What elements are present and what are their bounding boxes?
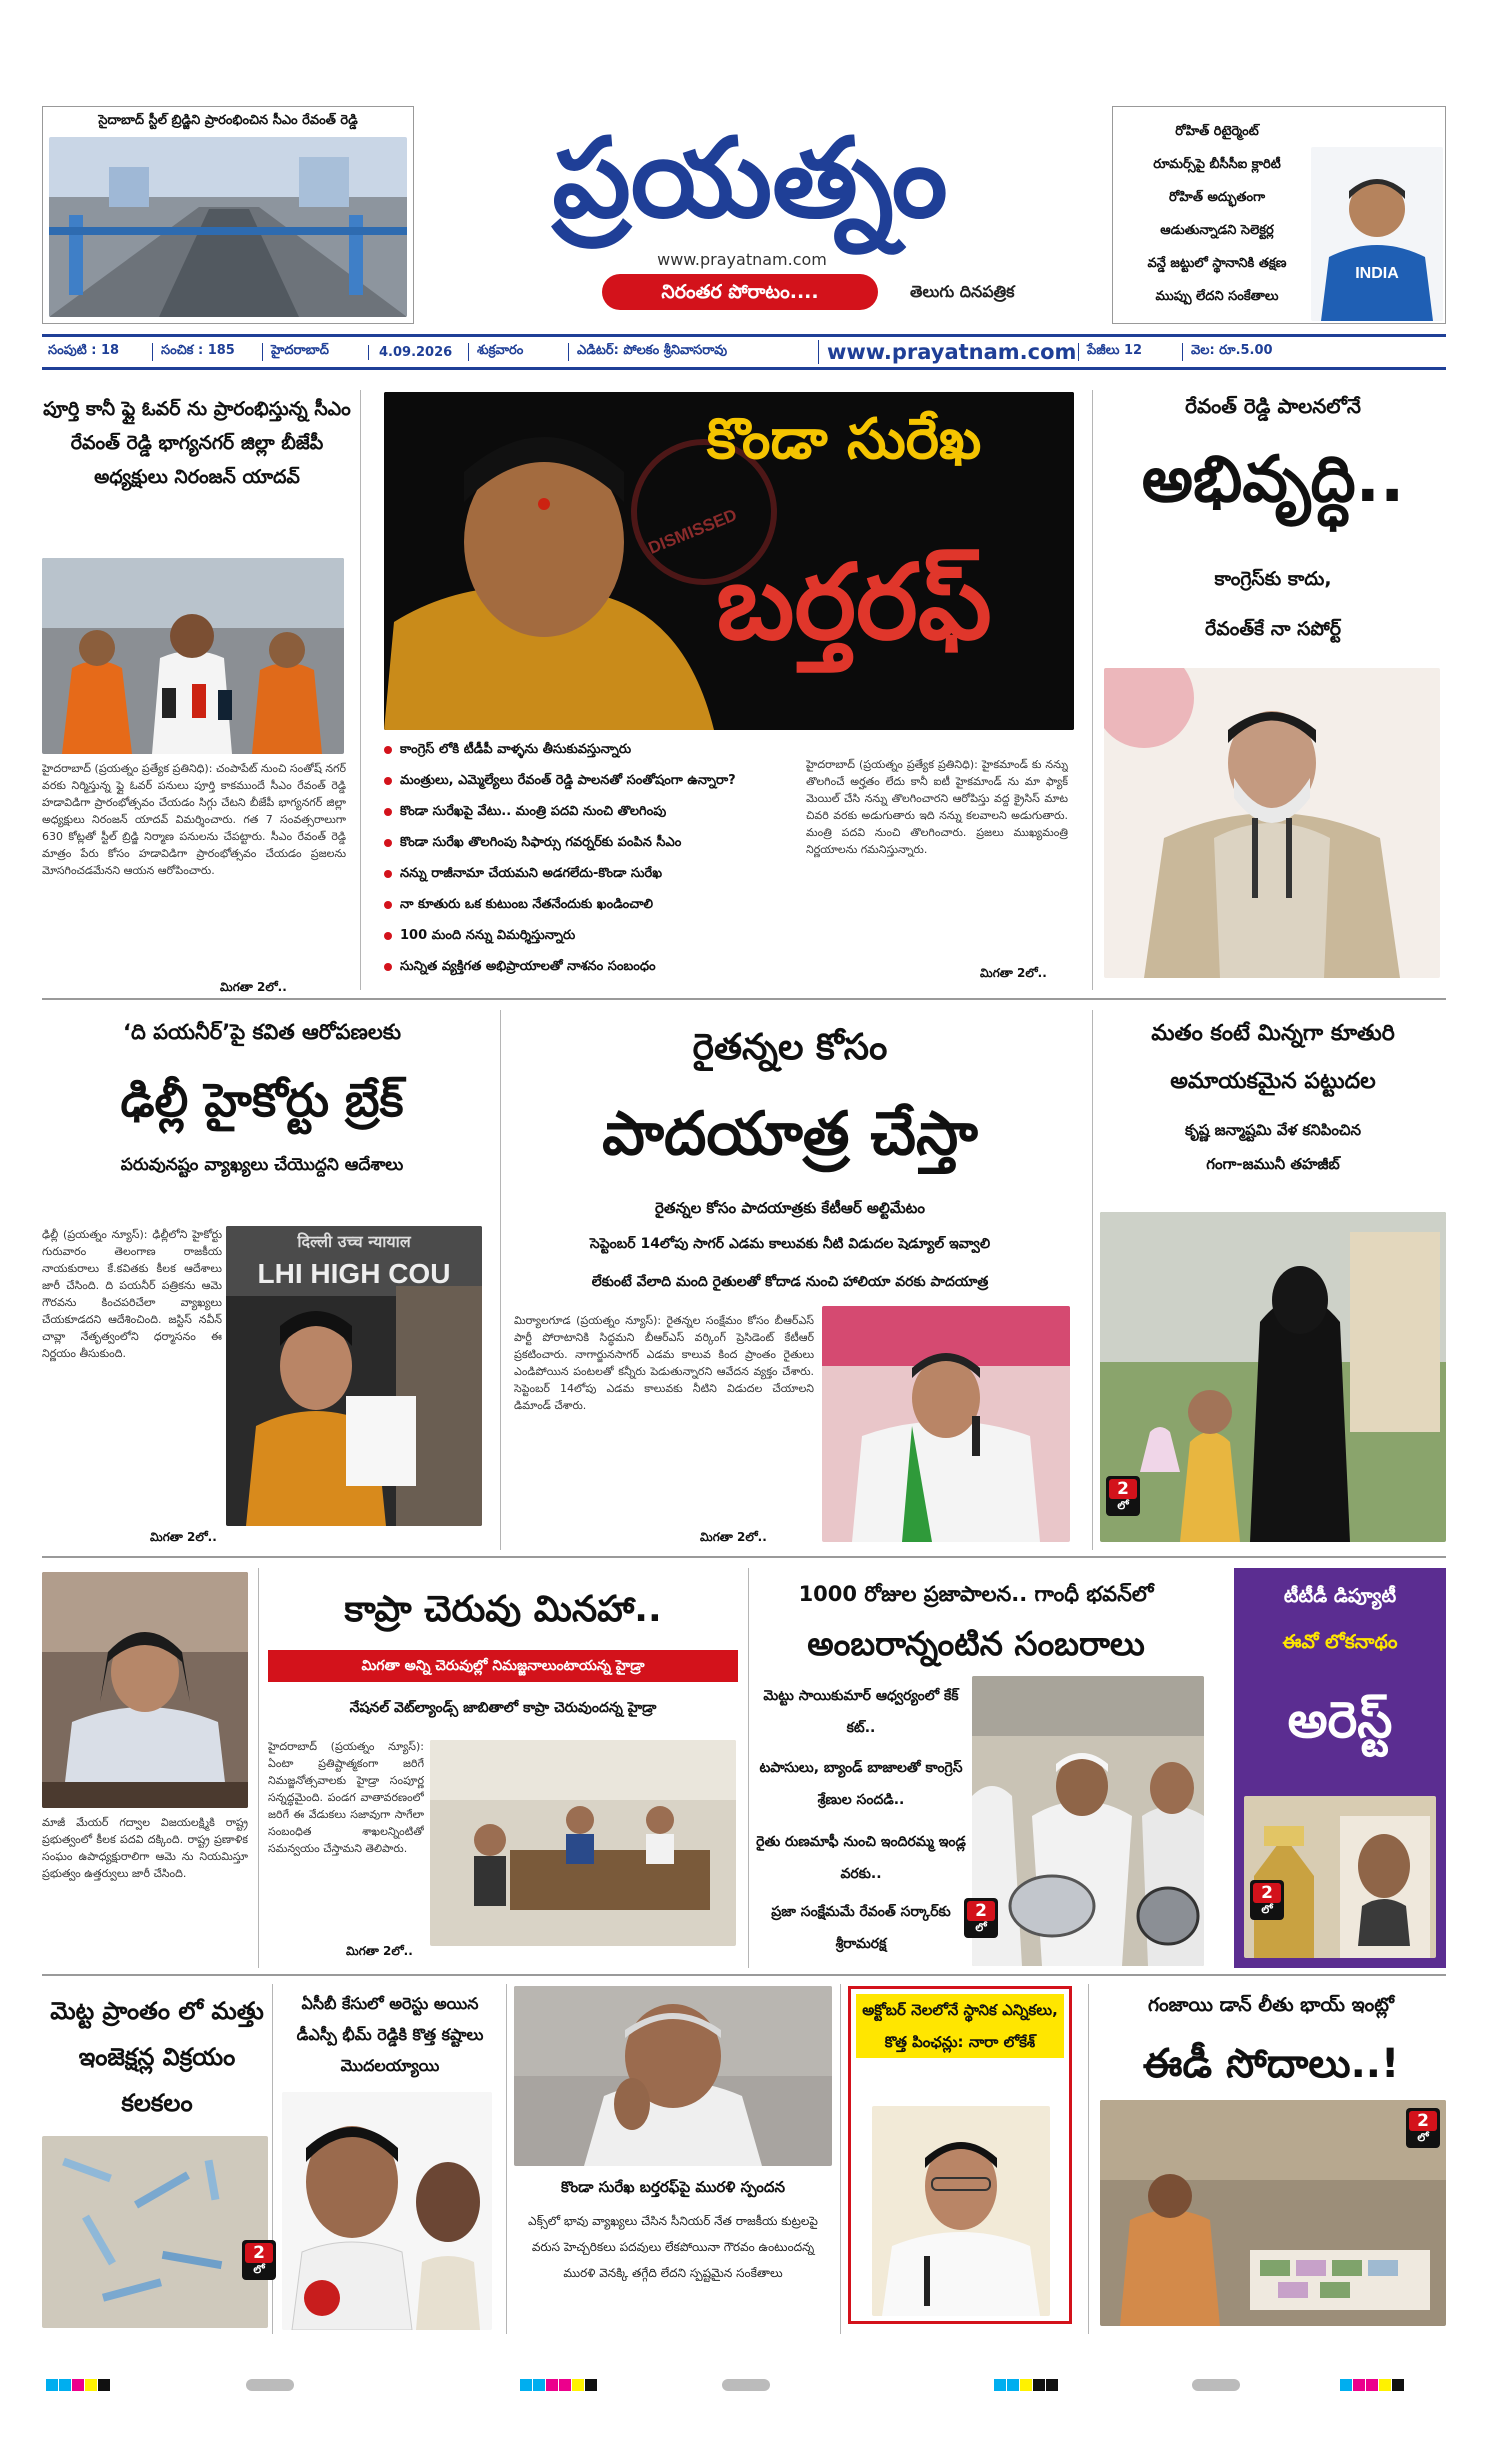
row-divider xyxy=(42,1974,1446,1976)
konda-bullet: నా కూతురు ఒక కుటుంబ నేతనేందుకు ఖండించాలి xyxy=(384,895,653,915)
delhi-deck: పరువునష్టం వ్యాఖ్యలు చేయొద్దని ఆదేశాలు xyxy=(120,1155,404,1175)
konda-bullet: మంత్రులు, ఎమ్మెల్యేలు రేవంత్ రెడ్డి పాలనతో సంతోషంగా ఉన్నారా? xyxy=(384,771,736,791)
ed-raid-photo xyxy=(1100,2100,1446,2326)
column-divider xyxy=(360,390,361,990)
column-divider xyxy=(840,1984,841,2334)
column-divider xyxy=(500,1010,501,1550)
owaisi-photo xyxy=(1104,668,1440,978)
jersey-text: INDIA xyxy=(1355,265,1399,282)
info-date: 4.09.2026 xyxy=(368,345,468,360)
syringes-photo xyxy=(42,2136,268,2328)
registration-marks xyxy=(46,2376,111,2388)
right-feature-box[interactable] xyxy=(1112,106,1446,324)
ttd-headline1: టీటీడీ డిప్యూటీ xyxy=(1283,1585,1397,1607)
delhi-kicker: ‘ది పయనీర్’పై కవిత ఆరోపణలకు xyxy=(122,1020,402,1044)
column-divider xyxy=(748,1568,749,1968)
konda-bullet: నన్ను రాజీనామా చేయమని అడగలేదు-కొండా సురేఖ xyxy=(384,864,662,884)
masthead-subtitle: తెలుగు దినపత్రిక xyxy=(910,282,1015,301)
info-pages: పేజీలు 12 xyxy=(1078,343,1182,361)
court-sign: LHI HIGH COU xyxy=(257,1258,451,1289)
konda-continued[interactable]: మిగతా 2లో.. xyxy=(980,966,1047,980)
rohit-photo xyxy=(1311,147,1443,321)
konda-bullet: 100 మంది నన్ను విమర్శిస్తున్నారు xyxy=(384,926,575,946)
padayatra-deck: సెప్టెంబర్ 14లోపు సాగర్ ఎడమ కాలువకు నీటి విడుదల షెడ్యూల్ ఇవ్వాలి xyxy=(589,1236,991,1252)
gandhibhavan-item: మెట్టు సాయికుమార్ ఆధ్వర్యంలో కేక్ కట్.. xyxy=(763,1688,959,1736)
padayatra-deck: లేకుంటే వేలాది మంది రైతులతో కోదాడ నుంచి హాలియా వరకు పాదయాత్ర xyxy=(591,1274,989,1290)
konda-bullet: సున్నిత వ్యక్తిగత అభిప్రాయాలతో నాశనం సంబంధం xyxy=(384,957,656,977)
owaisi-sub1: కాంగ్రెస్‌కు కాదు, xyxy=(1214,568,1332,590)
left-feature-caption: సైదాబాద్ స్టీల్ బ్రిడ్జిని ప్రారంభించిన సీఎం రేవంత్ రెడ్డి xyxy=(98,113,358,128)
flyover-continued[interactable]: మిగతా 2లో.. xyxy=(220,980,287,994)
konda-hero xyxy=(384,392,1074,730)
column-divider xyxy=(272,1984,273,2334)
murali-photo xyxy=(514,1986,832,2166)
ganja-headline2: ఈడీ సోదాలు..! xyxy=(1142,2041,1400,2087)
registration-marks xyxy=(246,2376,295,2388)
janmashtami-headline1: మతం కంటే మిన్నగా కూతురి xyxy=(1151,1021,1395,1046)
kavitha-photo xyxy=(226,1226,482,1526)
info-day: శుక్రవారం xyxy=(468,343,568,361)
gandhibhavan-item: రైతు రుణమాఫీ నుంచి ఇందిరమ్మ ఇండ్ల వరకు.. xyxy=(756,1834,966,1882)
owaisi-sub2: రేవంత్‌కే నా సపోర్ట్ xyxy=(1204,618,1342,640)
page-2-badge[interactable]: 2 లో xyxy=(1250,1880,1284,1920)
info-bar xyxy=(42,334,1446,370)
registration-marks xyxy=(1340,2376,1405,2388)
info-volume: సంపుటి : 18 xyxy=(48,343,120,358)
murali-body: ఎక్స్‌లో భావు వ్యాఖ్యలు చేసిన సీనియర్ నేత రాజకీయ కుట్రలపై వరుస హెచ్చరికలు పదవులు లేకపోయినా గౌరవం ఉంటుందన్న మురళి వెనక్కి తగ్గేది లేదని స్పష్టమైన సంకేతాలు xyxy=(528,2214,818,2280)
registration-marks xyxy=(722,2376,771,2388)
padayatra-body: మిర్యాలగూడ (ప్రయత్నం న్యూస్): రైతన్నల సంక్షేమం కోసం బీఆర్ఎస్ పార్టీ పోరాటానికి సిద్ధమని బీఆర్ఎస్ వర్కింగ్ ప్రెసిడెంట్ కేటీఆర్ ప్రకటించారు. నాగార్జునసాగర్ ఎడమ కాలువ కింద ప్రాంతం రైతులు ఎండిపోయిన పంటలతో కన్నీరు పెడుతున్నారని ఆవేదన వ్యక్తం చేశారు. సెప్టెంబర్ 14లోపు ఎడమ కాలువకు నీటిని విడుదల చేయాలని డిమాండ్ చేశారు. xyxy=(514,1314,814,1413)
page-2-badge[interactable]: 2 లో xyxy=(242,2240,276,2280)
janmashtami-sub1: కృష్ణ జన్మాష్టమి వేళ కనిపించిన xyxy=(1184,1121,1362,1139)
gandhibhavan-item: ప్రజా సంక్షేమమే రేవంత్ సర్కార్‌కు శ్రీరామరక్ష xyxy=(771,1904,951,1952)
column-divider xyxy=(1092,1010,1093,1550)
gandhibhavan-headline2: అంబరాన్నంటిన సంబరాలు xyxy=(807,1624,1145,1663)
owaisi-kicker: రేవంత్ రెడ్డి పాలనలోనే xyxy=(1185,394,1361,418)
metta-headline: మెట్ట ప్రాంతం లో మత్తు ఇంజెక్షన్ల విక్రయం కలకలం xyxy=(50,1997,264,2117)
acb-photo xyxy=(282,2092,492,2330)
niranjan-photo xyxy=(42,558,344,754)
column-divider xyxy=(258,1568,259,1968)
konda-bullet: కొండా సురేఖ తొలగింపు సిఫార్సు గవర్నర్‌కు పంపిన సీఎం xyxy=(384,833,681,853)
padayatra-kicker: రైతన్నల కోసం xyxy=(692,1027,888,1068)
info-issue: సంచిక : 185 xyxy=(152,343,262,361)
kapra-deck1: మిగతా అన్ని చెరువుల్లో నిమజ్జనాలుంటాయన్న హైడ్రా xyxy=(268,1650,738,1682)
delhi-headline: ఢిల్లీ హైకోర్టు బ్రేక్ xyxy=(120,1073,404,1127)
flyover-headline: పూర్తి కానీ ఫ్లై ఓవర్ ను ప్రారంభిస్తున్న సీఎం రేవంత్ రెడ్డి భాగ్యనగర్ జిల్లా బీజేపీ అధ్యక్షులు నిరంజన్ యాదవ్ xyxy=(43,398,351,488)
row-divider xyxy=(42,998,1446,1000)
page-2-badge[interactable]: 2 లో xyxy=(1106,1476,1140,1516)
steel-bridge-photo xyxy=(49,137,407,317)
registration-marks xyxy=(520,2376,598,2388)
lokesh-photo xyxy=(872,2106,1050,2316)
column-divider xyxy=(1092,390,1093,990)
masthead-url[interactable]: www.prayatnam.com xyxy=(657,250,827,269)
ttd-photo xyxy=(1244,1796,1436,1958)
masthead-tagline: నిరంతర పోరాటం.... xyxy=(602,274,878,310)
ganja-headline1: గంజాయి డాన్ లీతు భాయ్ ఇంట్లో xyxy=(1147,1994,1395,2016)
vijayalakshmi-caption: మాజీ మేయర్ గద్వాల విజయలక్ష్మికి రాష్ట్ర ప్రభుత్వంలో కీలక పదవి దక్కింది. రాష్ట్ర ప్రణాళిక సంఘం ఉపాధ్యక్షురాలిగా ఆమె ను నియమిస్తూ ప్రభుత్వం ఉత్తర్వులు జారీ చేసింది. xyxy=(42,1816,248,1881)
gandhibhavan-item: టపాసులు, బ్యాండ్ బాజాలతో కాంగ్రెస్ శ్రేణుల సందడి.. xyxy=(759,1760,963,1808)
owaisi-headline: అభివృద్ధి.. xyxy=(1141,443,1405,517)
ktr-photo xyxy=(822,1306,1070,1542)
kapra-body: హైదరాబాద్ (ప్రయత్నం న్యూస్): ఏంటా ప్రతిష్టాత్మకంగా జరిగే నిమజ్జనోత్సవాలకు హైడ్రా సంపూర్ణ సన్నద్ధమైంది. పండగ వాతావరణంలో జరిగే ఈ వేడుకలు సజావుగా సాగేలా సంబంధిత శాఖలన్నింటితో సమన్వయం చేస్తామని తెలిపారు. xyxy=(268,1740,424,1856)
padayatra-deck: రైతన్నల కోసం పాదయాత్రకు కేటీఆర్ అల్టిమేటం xyxy=(655,1199,925,1217)
dismissed-stamp: DISMISSED xyxy=(645,505,740,558)
janmashtami-headline2: అమాయకమైన పట్టుదల xyxy=(1170,1069,1376,1094)
janmashtami-sub2: గంగా-జమునీ తహజీబ్ xyxy=(1206,1155,1340,1173)
left-feature-box[interactable] xyxy=(42,106,414,324)
vijayalakshmi-photo xyxy=(42,1572,248,1808)
konda-body: హైదరాబాద్ (ప్రయత్నం ప్రత్యేక ప్రతినిధి): హైకమాండ్ కు నన్ను తొలగించే అర్హతం లేదు కానీ ఐటీ హైకమాండ్ ను మా ఫ్యాక్ మెయిల్ చేసి నన్ను తొలగించారని ఆరోపిస్తు వద్ద క్రైసిస్ మాట చివరి వరకు అడుగుతారు ఇది నన్ను కలవాలని అడుగుతారు. మంత్రి పదవి నుంచి తొలగించారు. ప్రజలు ముఖ్యమంత్రి నిర్ణయాలను గమనిస్తున్నారు. xyxy=(806,758,1068,857)
column-divider xyxy=(1088,1984,1089,2334)
padayatra-continued[interactable]: మిగతా 2లో.. xyxy=(700,1530,767,1544)
ttd-headline2: ఈవో లోకనాథం xyxy=(1282,1631,1398,1653)
gandhibhavan-headline1: 1000 రోజుల ప్రజాపాలన.. గాంధీ భవన్‌లో xyxy=(798,1582,1154,1606)
kapra-headline: కాప్రా చెరువు మినహా.. xyxy=(344,1589,662,1630)
info-city: హైదరాబాద్ xyxy=(262,343,368,361)
page-2-badge[interactable]: 2 లో xyxy=(1406,2108,1440,2148)
info-website[interactable]: www.prayatnam.com xyxy=(818,340,1078,364)
padayatra-headline: పాదయాత్ర చేస్తా xyxy=(602,1099,978,1169)
janmashtami-photo xyxy=(1100,1212,1446,1542)
delhi-body: ఢిల్లీ (ప్రయత్నం న్యూస్): ఢిల్లీలోని హైకోర్టు గురువారం తెలంగాణ రాజకీయ నాయకురాలు కే.కవితకు కీలక ఆదేశాలు జారీ చేసింది. ది పయనీర్ పత్రికను ఆమె గౌరవను కించపరిచేలా వ్యాఖ్యలు చేయకూడదని ఆదేశించింది. జస్టిస్ నవీన్ చావ్లా నేతృత్వంలోని ధర్మాసనం ఈ నిర్ణయం తీసుకుంది. xyxy=(42,1228,222,1361)
kapra-deck2: నేషనల్ వెట్‌ల్యాండ్స్ జాబితాలో కాప్రా చెరువుందన్న హైడ్రా xyxy=(349,1700,657,1716)
column-divider xyxy=(506,1984,507,2334)
hydraa-meeting-photo xyxy=(430,1740,736,1946)
info-price: వెల: రూ.5.00 xyxy=(1182,343,1332,361)
court-sign-hi: दिल्ली उच्च न्यायाल xyxy=(297,1232,411,1251)
delhi-continued[interactable]: మిగతా 2లో.. xyxy=(150,1530,217,1544)
murali-headline: కొండా సురేఖ బర్తరఫ్‌పై మురళి స్పందన xyxy=(561,2178,785,2196)
gandhibhavan-photo xyxy=(972,1676,1204,1966)
row-divider xyxy=(42,1556,1446,1558)
masthead-title: ప్రయత్నం xyxy=(552,114,948,242)
registration-marks xyxy=(1192,2376,1241,2388)
lokesh-headline: అక్టోబర్ నెలలోనే స్థానిక ఎన్నికలు, కొత్త పింఛన్లు: నారా లోకేశ్ xyxy=(856,1994,1064,2058)
page-2-badge[interactable]: 2 లో xyxy=(964,1898,998,1938)
info-editor: ఎడిటర్: పోలకం శ్రీనివాసరావు xyxy=(568,343,818,361)
acb-headline: ఏసీబీ కేసులో అరెస్టు అయిన డీఎస్పీ భీమ్ రెడ్డికి కొత్త కష్టాలు మొదలయ్యాయి xyxy=(296,1994,484,2075)
kapra-continued[interactable]: మిగతా 2లో.. xyxy=(346,1944,413,1958)
konda-kicker: కొండా సురేఖ xyxy=(706,407,982,472)
right-feature-lines: రోహిత్ రిటైర్మెంట్ రూమర్స్‌పై బీసీసీఐ క్లారిటీ రోహిత్ అద్భుతంగా ఆడుతున్నాడని సెలెక్టర్ల వన్డే జట్టులో స్థానానికి తక్షణ ముప్పు లేదని సంకేతాలు xyxy=(1147,124,1287,304)
flyover-body: హైదరాబాద్ (ప్రయత్నం ప్రత్యేక ప్రతినిధి): చంపాపేట్ నుంచి సంతోష్ నగర్ వరకు నిర్మిస్తున్న ఫ్లై ఓవర్ పనులు పూర్తి కాకముందే సీఎం రేవంత్ రెడ్డి హడావిడిగా ప్రారంభోత్సవం చేయడం సిగ్గు చేటని బీజేపీ భాగ్యనగర్ జిల్లా అధ్యక్షులు నిరంజన్ యాదవ్ విమర్శించారు. గత 7 సంవత్సరాలుగా 630 కోట్లతో స్టీల్ బ్రిడ్జి నిర్మాణ పనులను చేపట్టారు. సీఎం రేవంత్ రెడ్డి మాత్రం పేరు కోసం హడావిడిగా ప్రారంభోత్సవం చేయడం ప్రజలను మోసగించడమేనని ఆయన ఆరోపించారు. xyxy=(42,762,346,878)
konda-headline: బర్తరఫ్ xyxy=(716,541,992,663)
konda-bullet: కాంగ్రెస్ లోకి టీడీపీ వాళ్ళను తీసుకువస్తున్నారు xyxy=(384,740,631,760)
konda-bullet: కొండా సురేఖపై వేటు.. మంత్రి పదవి నుంచి తొలగింపు xyxy=(384,802,666,822)
ttd-headline3: అరెస్ట్ xyxy=(1287,1691,1393,1749)
registration-marks xyxy=(994,2376,1059,2388)
